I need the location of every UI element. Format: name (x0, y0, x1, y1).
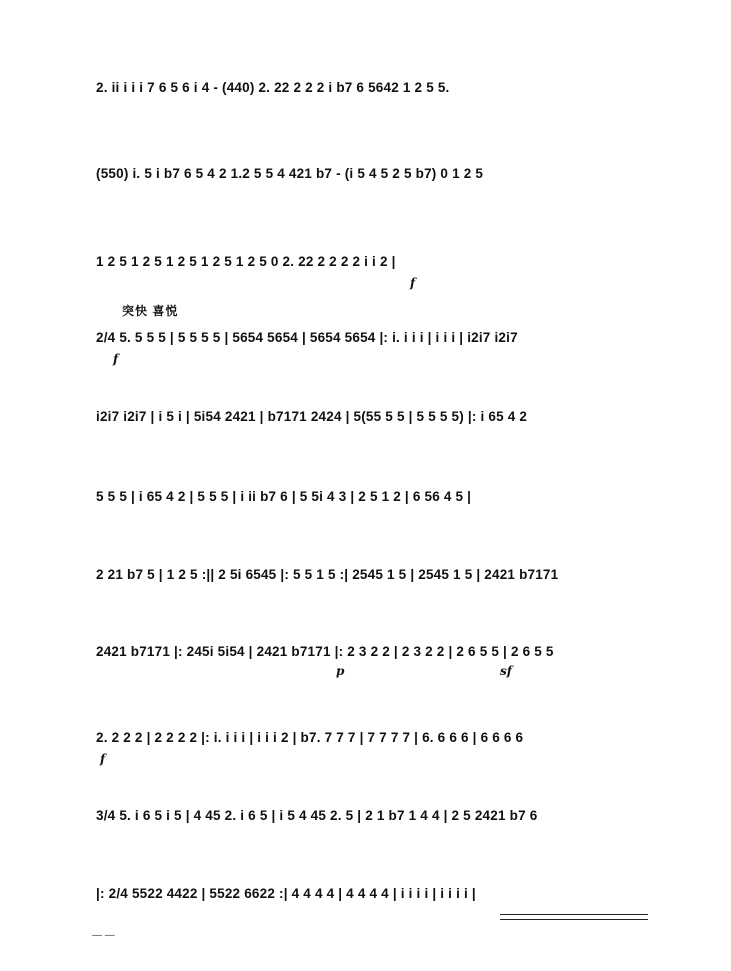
dynamic-piano: p (336, 664, 345, 678)
notation-line-6: 5 5 5 | i 65 4 2 | 5 5 5 | i ii b7 6 | 5 5i 4 3 | 2 5 1 2 | 6 56 4 5 | (96, 489, 472, 504)
dynamic-forte-1: f (410, 276, 416, 290)
notation-line-2: (550) i. 5 i b7 6 5 4 2 1.2 5 5 4 421 b7 - (i 5 4 5 2 5 b7) 0 1 2 5 (96, 166, 484, 181)
notation-line-8: 2421 b7171 |: 245i 5i54 | 2421 b7171 |: 2 3 2 2 | 2 3 2 2 | 2 6 5 5 | 2 6 5 5 (96, 644, 554, 659)
notation-line-1: 2. ii i i i 7 6 5 6 i 4 - (440) 2. 22 2 2 2 i b7 6 5642 1 2 5 5. (96, 80, 450, 95)
dynamic-forte-2: f (113, 352, 119, 366)
notation-line-3: 1 2 5 1 2 5 1 2 5 1 2 5 1 2 5 0 2. 22 2 2 2 2 i i 2 | (96, 254, 396, 269)
notation-line-10: 3/4 5. i 6 5 i 5 | 4 45 2. i 6 5 | i 5 4 45 2. 5 | 2 1 b7 1 4 4 | 2 5 2421 b7 6 (96, 808, 538, 823)
dynamic-sforzando: sf (500, 664, 512, 678)
notation-line-7: 2 21 b7 5 | 1 2 5 :|| 2 5i 6545 |: 5 5 1 5 :| 2545 1 5 | 2545 1 5 | 2421 b7171 (96, 567, 559, 582)
end-rule-2 (500, 919, 648, 920)
page-number: — — (92, 930, 115, 941)
notation-line-5: i2i7 i2i7 | i 5 i | 5i54 2421 | b7171 2424 | 5(55 5 5 | 5 5 5 5) |: i 65 4 2 (96, 409, 528, 424)
end-rule-1 (500, 914, 648, 915)
dynamic-forte-3: f (100, 752, 106, 766)
notation-line-11: |: 2/4 5522 4422 | 5522 6622 :| 4 4 4 4 | 4 4 4 4 | i i i i | i i i i | (96, 886, 476, 901)
tempo-marking: 突快 喜悦 (122, 304, 179, 318)
notation-line-4: 2/4 5. 5 5 5 | 5 5 5 5 | 5654 5654 | 5654 5654 |: i. i i i | i i i | i2i7 i2i7 (96, 330, 518, 345)
notation-line-9: 2. 2 2 2 | 2 2 2 2 |: i. i i i | i i i 2 | b7. 7 7 7 | 7 7 7 7 | 6. 6 6 6 | 6 6 6 6 (96, 730, 524, 745)
